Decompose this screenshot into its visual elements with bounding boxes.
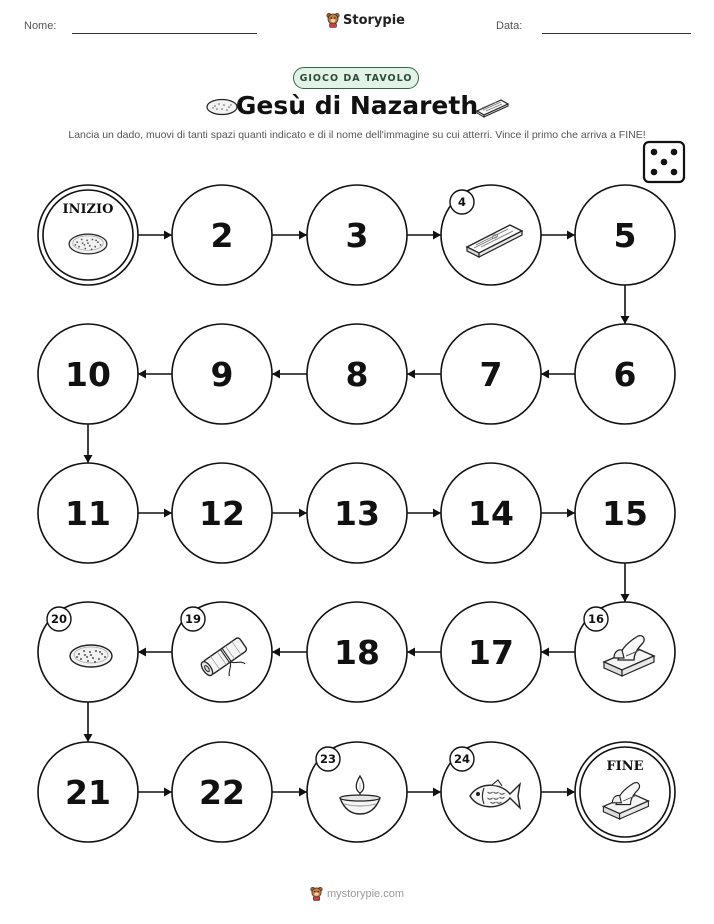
- space-number: 6: [613, 355, 637, 394]
- board-space-15: [575, 463, 675, 563]
- path-arrow: [541, 370, 575, 379]
- path-arrow: [138, 231, 172, 240]
- space-number: 10: [65, 355, 111, 394]
- space-number: 8: [345, 355, 369, 394]
- path-arrow: [621, 285, 630, 324]
- space-number: 19: [184, 612, 202, 626]
- space-number: 16: [587, 612, 605, 626]
- space-number: 22: [199, 773, 245, 812]
- board-space-inizio: [38, 185, 138, 285]
- board-space-8: [307, 324, 407, 424]
- footer: [0, 886, 714, 901]
- dice-five-icon: [644, 142, 684, 182]
- instructions: Lancia un dado, muovi di tanti spazi quanti indicato e di il nome dell'immagine su cui atterri. Vince il primo che arriva a FINE!: [68, 129, 646, 141]
- path-arrow: [84, 702, 93, 742]
- board-space-22: [172, 742, 272, 842]
- brand-name: Storypie: [343, 12, 405, 28]
- board-space-24: [441, 742, 541, 842]
- path-arrow: [272, 231, 307, 240]
- path-arrow: [407, 788, 441, 797]
- board-space-18: [307, 602, 407, 702]
- flatbread-icon: [69, 234, 107, 254]
- footer-url: mystorypie.com: [326, 887, 405, 900]
- board-space-5: [575, 185, 675, 285]
- page-title: Gesù di Nazareth: [235, 91, 479, 120]
- path-arrow: [407, 509, 441, 518]
- path-arrow: [407, 648, 441, 657]
- space-number: 13: [334, 494, 380, 533]
- date-label: Data:: [496, 20, 523, 32]
- board-space-fine: [575, 742, 675, 842]
- bear-mascot-icon: [310, 886, 323, 901]
- board-space-16: [575, 602, 675, 702]
- space-number: 12: [199, 494, 245, 533]
- path-arrow: [272, 370, 307, 379]
- path-arrow: [138, 788, 172, 797]
- board-space-11: [38, 463, 138, 563]
- space-number: 14: [468, 494, 514, 533]
- path-arrow: [272, 648, 307, 657]
- path-arrow: [84, 424, 93, 463]
- space-number: 17: [468, 633, 514, 672]
- space-number: 15: [602, 494, 648, 533]
- board-space-13: [307, 463, 407, 563]
- board-space-2: [172, 185, 272, 285]
- space-number: 21: [65, 773, 111, 812]
- path-arrow: [541, 509, 575, 518]
- board-space-19: [172, 602, 272, 702]
- board-space-10: [38, 324, 138, 424]
- space-number: 2: [210, 216, 234, 255]
- path-arrow: [541, 231, 575, 240]
- space-number: 5: [613, 216, 637, 255]
- space-number: 23: [319, 752, 337, 766]
- path-arrow: [407, 231, 441, 240]
- space-label: INIZIO: [62, 202, 114, 217]
- space-number: 11: [65, 494, 111, 533]
- space-number: 7: [479, 355, 503, 394]
- path-arrow: [541, 788, 575, 797]
- board-space-3: [307, 185, 407, 285]
- path-arrow: [541, 648, 575, 657]
- path-arrow: [621, 563, 630, 602]
- flatbread-icon: [70, 645, 112, 667]
- board-space-12: [172, 463, 272, 563]
- board-space-20: [38, 602, 138, 702]
- space-number: 20: [50, 612, 68, 626]
- path-arrow: [138, 509, 172, 518]
- board-space-14: [441, 463, 541, 563]
- category-badge: GIOCO DA TAVOLO: [293, 67, 419, 89]
- space-number: 24: [453, 752, 471, 766]
- path-arrow: [138, 370, 172, 379]
- space-number: 9: [210, 355, 234, 394]
- board-space-4: [441, 185, 541, 285]
- space-number: 18: [334, 633, 380, 672]
- board-space-7: [441, 324, 541, 424]
- board-space-23: [307, 742, 407, 842]
- board-space-9: [172, 324, 272, 424]
- board-space-6: [575, 324, 675, 424]
- space-number: 3: [345, 216, 369, 255]
- space-number: 4: [457, 195, 467, 209]
- board-space-17: [441, 602, 541, 702]
- path-arrow: [272, 509, 307, 518]
- name-label: Nome:: [24, 20, 57, 32]
- space-label: FINE: [606, 759, 644, 774]
- board-space-21: [38, 742, 138, 842]
- path-arrow: [138, 648, 172, 657]
- path-arrow: [407, 370, 441, 379]
- path-arrow: [272, 788, 307, 797]
